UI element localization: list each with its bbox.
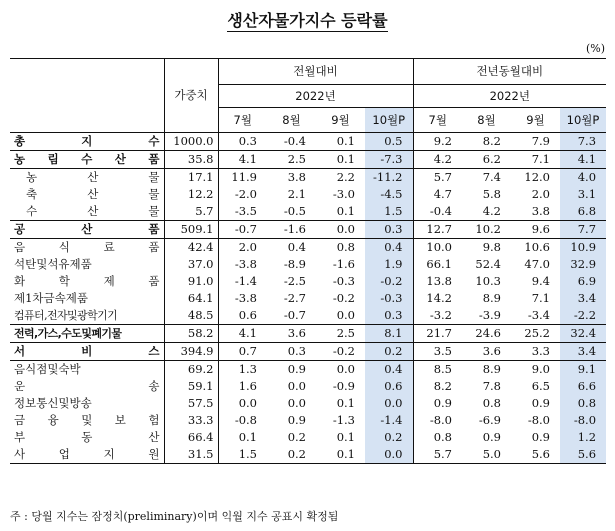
label-header-cell: [10, 59, 164, 133]
yoy-header: 전년동월대비: [413, 59, 606, 85]
table-row: [10, 378, 606, 395]
mom-value-cell: -11.2: [365, 169, 413, 187]
yoy-value-cell: 0.8: [560, 395, 606, 412]
yoy-value-cell: 13.8: [413, 273, 462, 290]
yoy-value-cell: 32.4: [560, 325, 606, 343]
mom-value-cell: 0.3: [365, 307, 413, 325]
yoy-value-cell: 6.6: [560, 378, 606, 395]
mom-value-cell: 1.5: [218, 446, 267, 464]
mom-value-cell: 0.1: [218, 429, 267, 446]
yoy-value-cell: 7.3: [560, 133, 606, 151]
mom-value-cell: 0.8: [336, 240, 355, 254]
mom-value-cell: -4.5: [365, 186, 413, 203]
mom-value-cell: -0.2: [332, 344, 355, 358]
yoy-year-header: 2022년: [413, 85, 606, 108]
mom-value-cell: 0.0: [365, 446, 413, 464]
yoy-value-cell: 5.7: [413, 169, 462, 187]
yoy-value-cell: 6.2: [482, 152, 501, 166]
yoy-value-cell: 5.6: [560, 446, 606, 464]
row-label: 서 비 스: [14, 344, 160, 358]
yoy-value-cell: 3.1: [560, 186, 606, 203]
table-row: [10, 203, 606, 221]
row-label: 수 산 물: [26, 204, 160, 218]
yoy-value-cell: 7.9: [531, 134, 550, 148]
table-row: [10, 395, 606, 412]
table-row: [10, 446, 606, 464]
mom-value-cell: -0.3: [365, 290, 413, 307]
yoy-value-cell: 47.0: [524, 257, 550, 271]
yoy-value-cell: 0.8: [413, 429, 462, 446]
yoy-value-cell: 3.4: [560, 290, 606, 307]
yoy-value-cell: 0.9: [531, 396, 550, 410]
row-label: 석탄및석유제품: [14, 257, 92, 271]
mom-value-cell: -3.0: [332, 187, 355, 201]
mom-value-cell: -0.9: [332, 379, 355, 393]
weight-cell: 42.4: [164, 239, 218, 257]
weight-cell: 12.2: [164, 186, 218, 203]
mom-value-cell: 0.1: [336, 447, 355, 461]
yoy-value-cell: -8.0: [560, 412, 606, 429]
yoy-value-cell: 6.5: [531, 379, 550, 393]
yoy-value-cell: 7.8: [482, 379, 501, 393]
weight-cell: 48.5: [164, 307, 218, 325]
yoy-value-cell: 12.0: [524, 170, 550, 184]
yoy-value-cell: -2.2: [560, 307, 606, 325]
yoy-value-cell: 8.9: [482, 291, 501, 305]
mom-value-cell: -8.9: [283, 257, 306, 271]
yoy-value-cell: 7.4: [482, 170, 501, 184]
mom-value-cell: -0.2: [332, 291, 355, 305]
mom-value-cell: 0.7: [218, 343, 267, 361]
table-row: [10, 221, 606, 239]
yoy-value-cell: 5.8: [482, 187, 501, 201]
yoy-value-cell: 25.2: [524, 326, 550, 340]
yoy-value-cell: -3.4: [527, 308, 550, 322]
mom-value-cell: 0.0: [336, 362, 355, 376]
row-label: 컴퓨터,전자및광학기기: [14, 309, 118, 322]
row-label: 축 산 물: [26, 187, 160, 201]
mom-value-cell: 0.1: [336, 152, 355, 166]
yoy-value-cell: 4.2: [482, 204, 501, 218]
table-row: [10, 307, 606, 325]
mom-value-cell: 0.9: [287, 362, 306, 376]
yoy-value-cell: 3.5: [413, 343, 462, 361]
yoy-value-cell: 4.1: [560, 151, 606, 169]
weight-cell: 59.1: [164, 378, 218, 395]
table-row: [10, 151, 606, 169]
yoy-value-cell: -6.9: [478, 413, 501, 427]
yoy-value-cell: 4.0: [560, 169, 606, 187]
weight-cell: 33.3: [164, 412, 218, 429]
yoy-value-cell: 8.2: [482, 134, 501, 148]
row-label: 공 산 품: [14, 222, 160, 236]
row-label: 전력,가스,수도및폐기물: [14, 327, 122, 340]
mom-value-cell: 0.5: [365, 133, 413, 151]
yoy-value-cell: 1.2: [560, 429, 606, 446]
mom-month-header: 10월P: [365, 108, 413, 133]
yoy-value-cell: 12.7: [413, 221, 462, 239]
mom-value-cell: 0.1: [336, 134, 355, 148]
mom-value-cell: -2.5: [283, 274, 306, 288]
footnote: 주 : 당월 지수는 잠정치(preliminary)이며 익월 지수 공표시 확정됨: [10, 510, 339, 523]
mom-value-cell: 3.6: [287, 326, 306, 340]
weight-cell: 17.1: [164, 169, 218, 187]
row-label: 화 학 제 품: [14, 274, 160, 288]
row-label: 제1차금속제품: [14, 291, 88, 305]
mom-value-cell: 0.0: [365, 395, 413, 412]
mom-value-cell: -1.3: [332, 413, 355, 427]
yoy-value-cell: 6.9: [560, 273, 606, 290]
yoy-value-cell: 9.1: [560, 361, 606, 379]
mom-value-cell: 0.6: [218, 307, 267, 325]
mom-value-cell: 0.6: [365, 378, 413, 395]
yoy-value-cell: -0.4: [413, 203, 462, 221]
yoy-value-cell: 0.9: [531, 430, 550, 444]
mom-value-cell: 0.4: [365, 239, 413, 257]
mom-value-cell: 2.2: [336, 170, 355, 184]
row-label: 농 산 물: [26, 170, 160, 184]
unit-label: (%): [585, 42, 605, 55]
table-row: [10, 186, 606, 203]
yoy-value-cell: -8.0: [413, 412, 462, 429]
table-row: [10, 169, 606, 187]
mom-header: 전월대비: [218, 59, 413, 85]
mom-value-cell: 0.1: [336, 430, 355, 444]
mom-value-cell: 1.9: [365, 256, 413, 273]
mom-value-cell: 0.3: [287, 344, 306, 358]
mom-value-cell: -3.8: [218, 290, 267, 307]
row-label: 음식점및숙박: [14, 362, 81, 376]
weight-cell: 509.1: [164, 221, 218, 239]
mom-value-cell: -1.4: [218, 273, 267, 290]
yoy-value-cell: -8.0: [527, 413, 550, 427]
mom-value-cell: -0.7: [218, 221, 267, 239]
mom-value-cell: 4.1: [218, 325, 267, 343]
yoy-value-cell: 52.4: [475, 257, 501, 271]
weight-cell: 64.1: [164, 290, 218, 307]
yoy-value-cell: 10.6: [524, 240, 550, 254]
yoy-value-cell: 14.2: [413, 290, 462, 307]
weight-header: 가중치: [164, 59, 218, 133]
mom-value-cell: -3.5: [218, 203, 267, 221]
table-row: [10, 239, 606, 257]
table-row: [10, 343, 606, 361]
mom-value-cell: -2.0: [218, 186, 267, 203]
yoy-value-cell: -3.9: [478, 308, 501, 322]
yoy-value-cell: 0.9: [413, 395, 462, 412]
table-title: 생산자물가지수 등락률: [227, 11, 388, 30]
mom-value-cell: 2.1: [287, 187, 306, 201]
mom-value-cell: 11.9: [218, 169, 267, 187]
yoy-value-cell: 9.4: [531, 274, 550, 288]
mom-value-cell: 4.1: [218, 151, 267, 169]
mom-value-cell: 3.8: [287, 170, 306, 184]
row-label: 부 동 산: [14, 430, 160, 444]
mom-value-cell: -0.3: [332, 274, 355, 288]
mom-value-cell: 0.0: [287, 379, 306, 393]
weight-cell: 31.5: [164, 446, 218, 464]
mom-month-header: 7월: [218, 108, 267, 133]
yoy-value-cell: 7.1: [531, 152, 550, 166]
weight-cell: 1000.0: [164, 133, 218, 151]
row-label: 총 지 수: [14, 134, 160, 148]
mom-value-cell: 8.1: [365, 325, 413, 343]
mom-value-cell: 0.1: [336, 396, 355, 410]
row-label: 음 식 료 품: [14, 240, 160, 254]
weight-cell: 37.0: [164, 256, 218, 273]
price-index-table: [10, 58, 606, 464]
mom-value-cell: -0.7: [283, 308, 306, 322]
yoy-value-cell: 3.3: [531, 344, 550, 358]
mom-value-cell: 2.5: [336, 326, 355, 340]
mom-value-cell: 1.6: [218, 378, 267, 395]
yoy-month-header: 7월: [413, 108, 462, 133]
mom-value-cell: 0.0: [287, 396, 306, 410]
yoy-value-cell: 9.6: [531, 222, 550, 236]
yoy-value-cell: 0.8: [482, 396, 501, 410]
weight-cell: 394.9: [164, 343, 218, 361]
mom-value-cell: 0.2: [287, 447, 306, 461]
mom-value-cell: 1.3: [218, 361, 267, 379]
yoy-value-cell: 3.8: [531, 204, 550, 218]
mom-value-cell: -0.5: [283, 204, 306, 218]
mom-value-cell: 0.1: [336, 204, 355, 218]
table-row: [10, 273, 606, 290]
yoy-value-cell: 8.5: [413, 361, 462, 379]
yoy-value-cell: 3.6: [482, 344, 501, 358]
yoy-value-cell: 21.7: [413, 325, 462, 343]
table-row: [10, 290, 606, 307]
mom-value-cell: 0.3: [365, 221, 413, 239]
yoy-value-cell: 9.8: [482, 240, 501, 254]
yoy-value-cell: 5.6: [531, 447, 550, 461]
yoy-value-cell: 5.7: [413, 446, 462, 464]
mom-value-cell: 1.5: [365, 203, 413, 221]
mom-value-cell: -0.8: [218, 412, 267, 429]
yoy-value-cell: 8.2: [413, 378, 462, 395]
yoy-value-cell: 0.9: [482, 430, 501, 444]
mom-value-cell: 0.0: [336, 222, 355, 236]
table-row: [10, 361, 606, 379]
mom-value-cell: -7.3: [365, 151, 413, 169]
mom-month-header: 8월: [267, 108, 316, 133]
mom-value-cell: 0.4: [365, 361, 413, 379]
yoy-month-header: 8월: [462, 108, 511, 133]
yoy-value-cell: 7.1: [531, 291, 550, 305]
mom-value-cell: 0.2: [365, 343, 413, 361]
yoy-month-header: 10월P: [560, 108, 606, 133]
mom-value-cell: -1.6: [283, 222, 306, 236]
yoy-month-header: 9월: [511, 108, 560, 133]
table-row: [10, 133, 606, 151]
weight-cell: 69.2: [164, 361, 218, 379]
mom-value-cell: 0.2: [365, 429, 413, 446]
mom-month-header: 9월: [316, 108, 365, 133]
weight-cell: 35.8: [164, 151, 218, 169]
mom-value-cell: -0.2: [365, 273, 413, 290]
mom-value-cell: -0.4: [283, 134, 306, 148]
yoy-value-cell: 3.4: [560, 343, 606, 361]
weight-cell: 5.7: [164, 203, 218, 221]
row-label: 사 업 지 원: [14, 447, 160, 461]
weight-cell: 57.5: [164, 395, 218, 412]
mom-value-cell: -1.6: [332, 257, 355, 271]
yoy-value-cell: 10.3: [475, 274, 501, 288]
yoy-value-cell: -3.2: [413, 307, 462, 325]
row-label: 운 송: [14, 379, 160, 393]
mom-value-cell: 2.5: [287, 152, 306, 166]
yoy-value-cell: 10.2: [475, 222, 501, 236]
yoy-value-cell: 5.0: [482, 447, 501, 461]
yoy-value-cell: 66.1: [413, 256, 462, 273]
yoy-value-cell: 6.8: [560, 203, 606, 221]
table-row: [10, 256, 606, 273]
weight-cell: 66.4: [164, 429, 218, 446]
yoy-value-cell: 7.7: [560, 221, 606, 239]
yoy-value-cell: 2.0: [531, 187, 550, 201]
mom-value-cell: -1.4: [365, 412, 413, 429]
yoy-value-cell: 32.9: [560, 256, 606, 273]
table-row: [10, 429, 606, 446]
yoy-value-cell: 10.0: [413, 239, 462, 257]
yoy-value-cell: 24.6: [475, 326, 501, 340]
mom-value-cell: 0.4: [287, 240, 306, 254]
row-label: 정보통신및방송: [14, 396, 92, 410]
row-label: 금 융 및 보 험: [14, 413, 160, 427]
mom-value-cell: 2.0: [218, 239, 267, 257]
table-row: [10, 325, 606, 343]
yoy-value-cell: 9.2: [413, 133, 462, 151]
row-label: 농 림 수 산 품: [14, 152, 160, 166]
weight-cell: 91.0: [164, 273, 218, 290]
weight-cell: 58.2: [164, 325, 218, 343]
mom-value-cell: 0.9: [287, 413, 306, 427]
yoy-value-cell: 8.9: [482, 362, 501, 376]
mom-value-cell: 0.0: [336, 308, 355, 322]
mom-value-cell: -3.8: [218, 256, 267, 273]
yoy-value-cell: 9.0: [531, 362, 550, 376]
mom-value-cell: 0.2: [287, 430, 306, 444]
mom-value-cell: 0.0: [218, 395, 267, 412]
mom-year-header: 2022년: [218, 85, 413, 108]
mom-value-cell: 0.3: [218, 133, 267, 151]
yoy-value-cell: 4.7: [413, 186, 462, 203]
yoy-value-cell: 10.9: [560, 239, 606, 257]
mom-value-cell: -2.7: [283, 291, 306, 305]
yoy-value-cell: 4.2: [413, 151, 462, 169]
table-row: [10, 412, 606, 429]
